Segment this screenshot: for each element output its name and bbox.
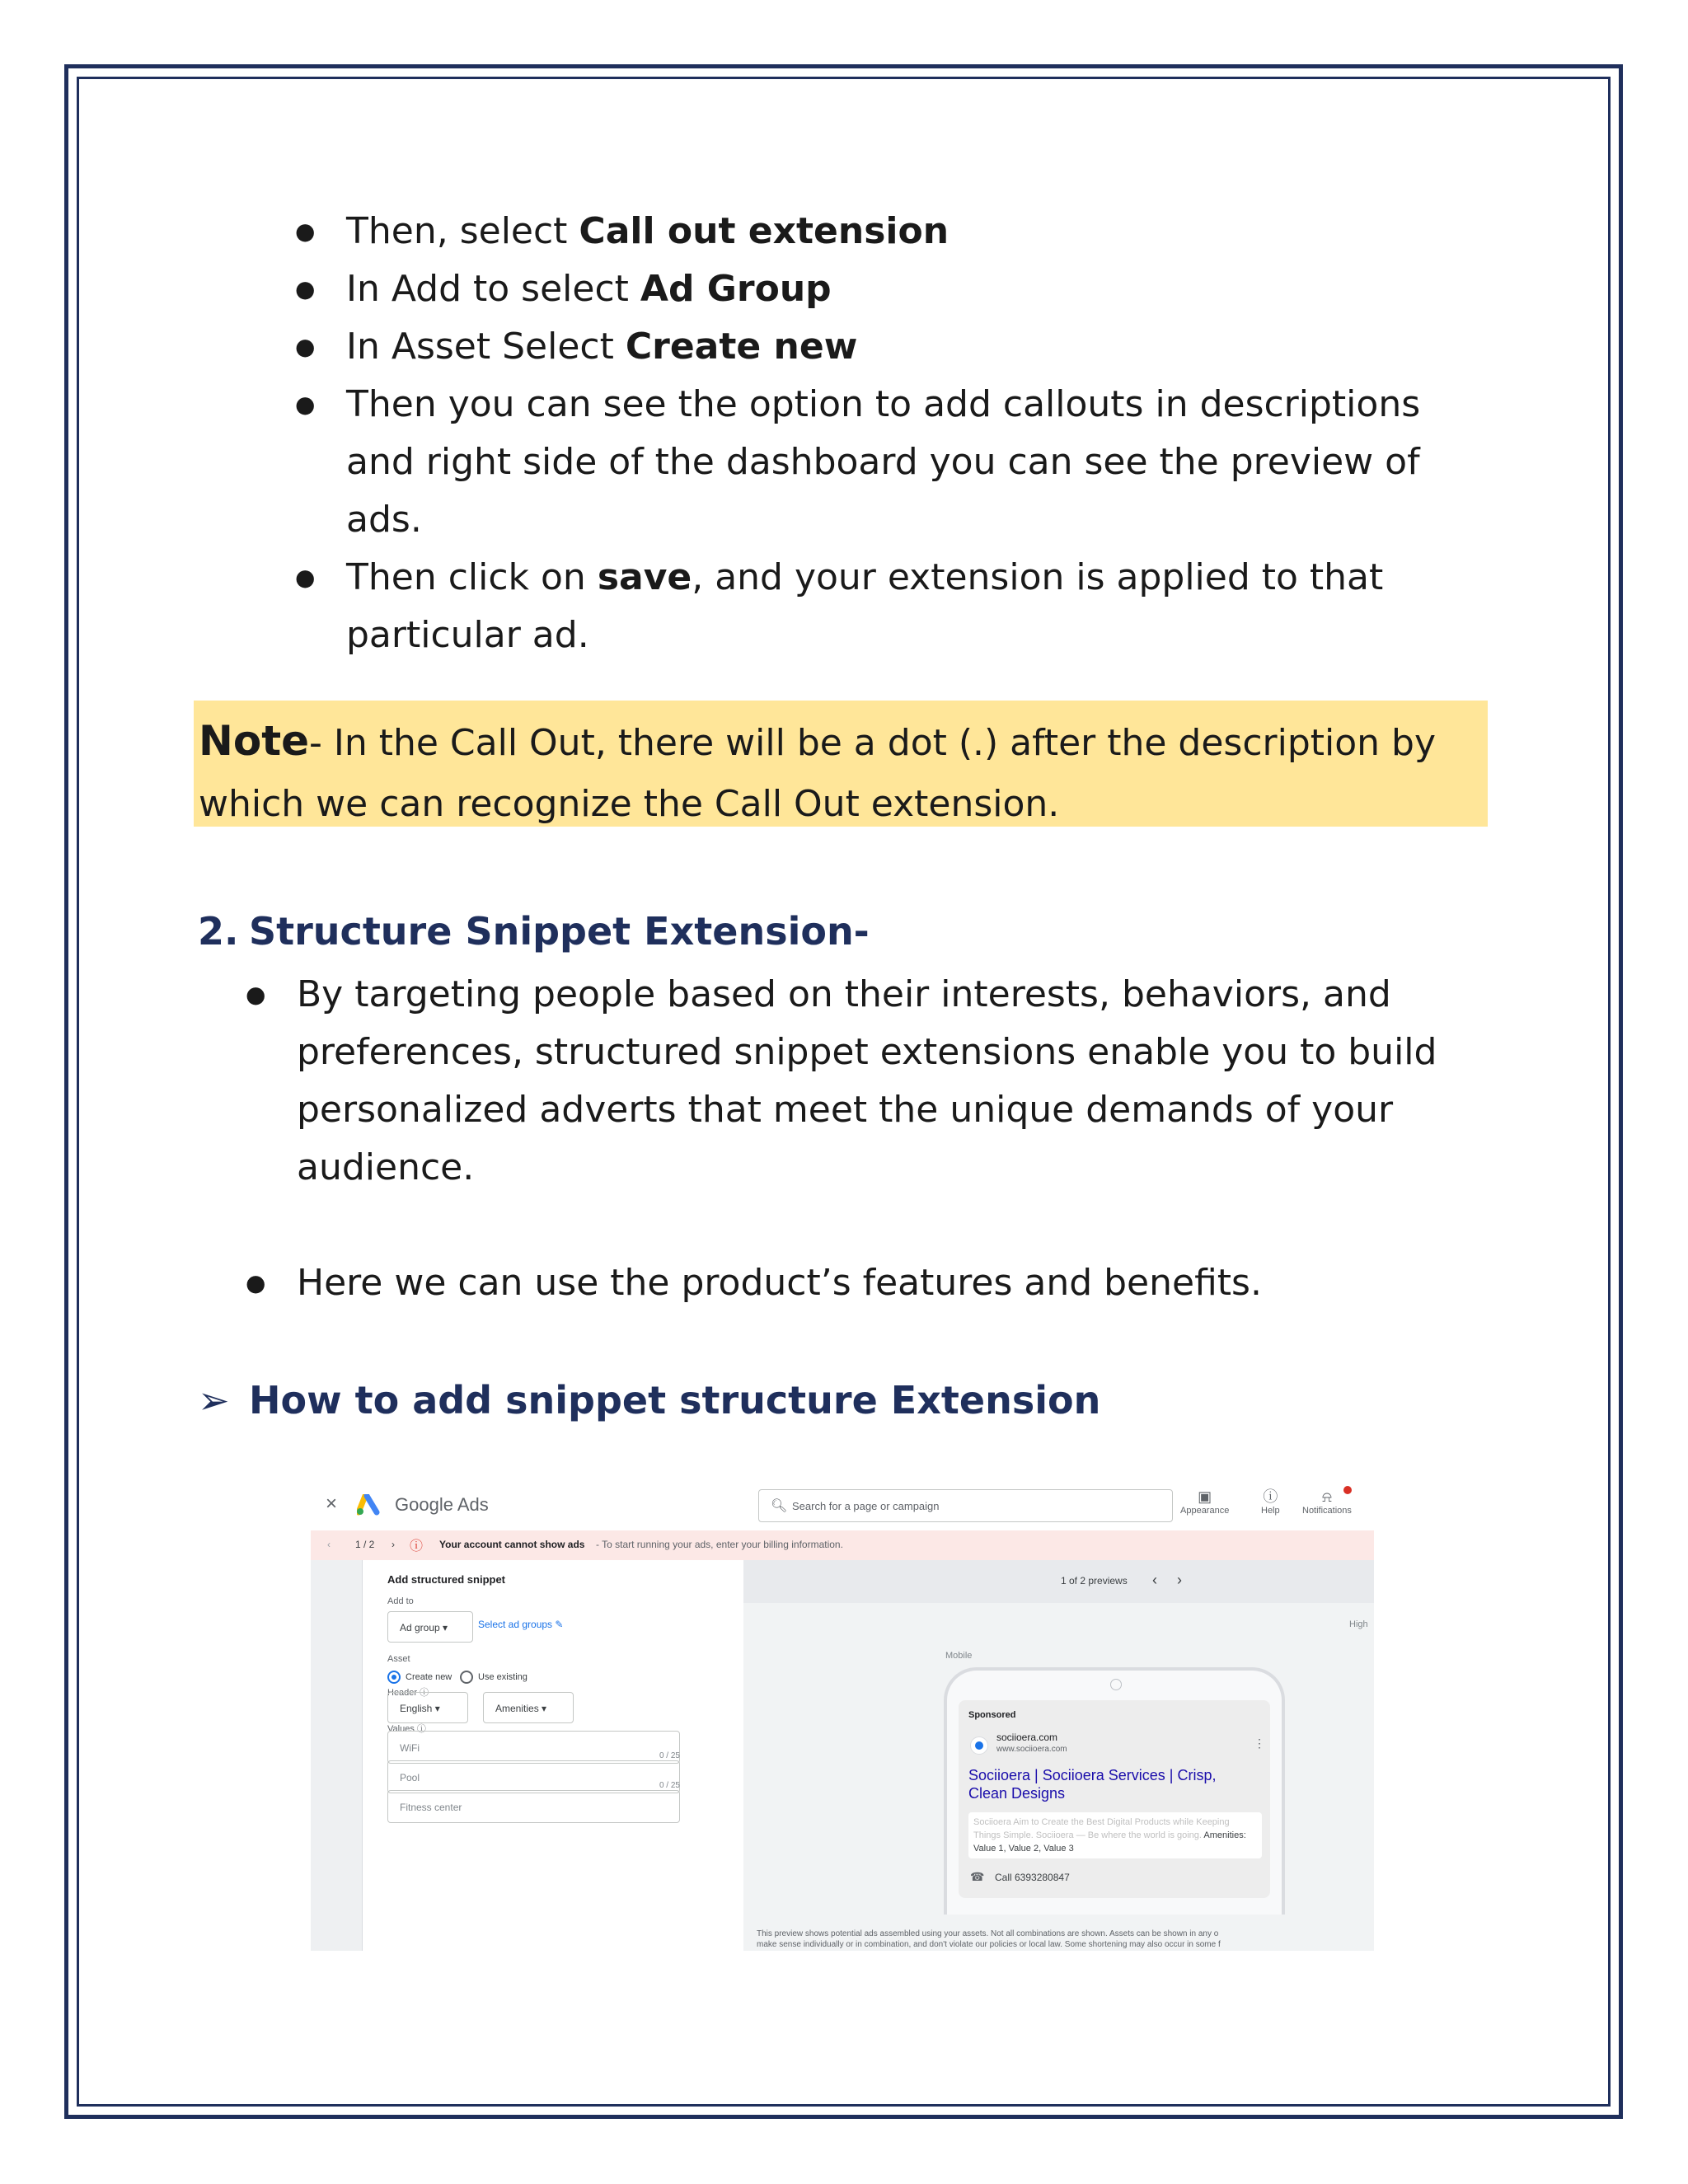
sponsored-label: Sponsored bbox=[968, 1710, 1016, 1720]
item-bold: Ad Group bbox=[640, 268, 832, 310]
value-input-3[interactable]: Fitness center bbox=[387, 1790, 680, 1823]
list-item bbox=[295, 260, 1498, 318]
language-dropdown[interactable]: English ▾ bbox=[387, 1692, 468, 1723]
header-dropdown[interactable]: Amenities ▾ bbox=[483, 1692, 574, 1723]
search-icon: 🔍︎ bbox=[771, 1499, 788, 1513]
alert-title: Your account cannot show ads bbox=[439, 1539, 585, 1550]
item-text: In Add to select bbox=[346, 268, 640, 310]
howto-title: How to add snippet structure Extension bbox=[249, 1378, 1101, 1422]
mobile-phone-frame bbox=[944, 1667, 1285, 1915]
list-item: ● By targeting people based on their interests, behaviors, and preferences, structured snippet extensions enable you to build personalized adverts that meet the unique demands of your audience. bbox=[246, 966, 1498, 1197]
item-text: In Asset Select bbox=[346, 326, 626, 368]
search-placeholder: Search for a page or campaign bbox=[792, 1500, 940, 1512]
create-new-radio[interactable] bbox=[387, 1671, 401, 1684]
warning-icon: ⓘ bbox=[410, 1540, 424, 1554]
item-text: Then click on bbox=[346, 556, 598, 598]
ad-headline[interactable]: Sociioera | Sociioera Services | Crisp, Clean Designs bbox=[968, 1767, 1217, 1802]
item-text: Then you can see the option to add callouts in descriptions and right side of the dashboard you can see the preview of ads. bbox=[346, 383, 1421, 541]
char-count: 0 / 25 bbox=[659, 1751, 680, 1760]
preview-header bbox=[743, 1560, 1374, 1603]
link-label: Select ad groups bbox=[478, 1619, 553, 1630]
section-number: 2. bbox=[198, 909, 239, 954]
tool-label: Appearance bbox=[1180, 1506, 1230, 1516]
value-input-2[interactable]: Pool bbox=[387, 1760, 680, 1793]
preview-disclaimer bbox=[757, 1929, 1374, 1950]
ad-call: Call 6393280847 bbox=[995, 1872, 1070, 1883]
arrow-bullet-icon: ➢ bbox=[198, 1378, 230, 1422]
alert-pager: 1 / 2 bbox=[355, 1539, 375, 1550]
create-new-label: Create new bbox=[406, 1672, 452, 1682]
header-label: Header ⓘ bbox=[387, 1688, 429, 1698]
dropdown-value: Amenities bbox=[495, 1703, 539, 1714]
camera-icon bbox=[1110, 1679, 1122, 1690]
notification-badge bbox=[1343, 1486, 1352, 1494]
mobile-label: Mobile bbox=[945, 1651, 973, 1661]
note-text: - In the Call Out, there will be a dot (.) after the description by which we can recognize the Call Out extension. bbox=[199, 722, 1437, 825]
search-input[interactable] bbox=[758, 1489, 1173, 1522]
add-to-dropdown[interactable]: Ad group ▾ bbox=[387, 1611, 473, 1643]
asset-label: Asset bbox=[387, 1654, 410, 1664]
ad-amenities: Amenities: Value 1, Value 2, Value 3 bbox=[973, 1830, 1246, 1854]
list-item bbox=[295, 318, 1498, 376]
chevron-left-icon[interactable]: ‹ bbox=[327, 1539, 331, 1550]
close-icon[interactable]: × bbox=[326, 1493, 338, 1515]
value-input-1[interactable]: WiFi bbox=[387, 1731, 680, 1764]
high-label: High bbox=[1349, 1619, 1368, 1629]
item-text-suffix: , and your extension is applied to that particular ad. bbox=[346, 556, 1384, 656]
preview-pane bbox=[743, 1560, 1374, 1951]
ad-description bbox=[968, 1812, 1262, 1858]
tool-label: Notifications bbox=[1302, 1506, 1352, 1516]
dropdown-value: Ad group bbox=[400, 1622, 440, 1633]
chevron-left-icon[interactable]: ‹ bbox=[1152, 1572, 1157, 1588]
google-ads-logo-icon bbox=[357, 1494, 382, 1516]
list-item bbox=[295, 203, 1498, 260]
billing-alert-bar bbox=[311, 1530, 1374, 1560]
help-icon: ⓘ bbox=[1263, 1488, 1278, 1505]
ad-desc-text: Sociioera Aim to Create the Best Digital Products while Keeping Things Simple. Sociioera — Be where the world is going. bbox=[973, 1817, 1230, 1840]
values-label: Values ⓘ bbox=[387, 1724, 426, 1734]
top-bar bbox=[311, 1479, 1374, 1530]
item-bold: Create new bbox=[625, 326, 858, 368]
section-title: Structure Snippet Extension- bbox=[249, 909, 870, 954]
use-existing-radio[interactable] bbox=[460, 1671, 473, 1684]
list-item: ● Here we can use the product’s features and benefits. bbox=[246, 1254, 1498, 1312]
pencil-icon: ✎ bbox=[555, 1619, 564, 1630]
disclaimer-line-2: make sense individually or in combination, and don't violate our policies or local law. Some shortening may also occur in some f bbox=[757, 1940, 1221, 1949]
note-key: Note bbox=[199, 717, 310, 765]
section-bullet-list bbox=[246, 966, 1498, 1312]
notifications-button[interactable] bbox=[1302, 1488, 1352, 1516]
howto-heading bbox=[198, 1378, 1100, 1422]
list-item bbox=[295, 549, 1498, 664]
phone-icon: ☎ bbox=[970, 1870, 985, 1883]
char-count: 0 / 25 bbox=[659, 1781, 680, 1790]
add-to-label: Add to bbox=[387, 1596, 414, 1606]
ad-url: www.sociioera.com bbox=[996, 1745, 1067, 1754]
item-bold: save bbox=[597, 556, 692, 598]
tool-label: Help bbox=[1261, 1506, 1280, 1516]
chevron-right-icon[interactable]: › bbox=[392, 1539, 395, 1550]
disclaimer-line-1: This preview shows potential ads assembled using your assets. Not all combinations are shown. Assets can be shown in any o bbox=[757, 1929, 1219, 1938]
appearance-icon: ▣ bbox=[1198, 1488, 1212, 1505]
note-box bbox=[194, 701, 1488, 827]
ad-preview-card bbox=[959, 1700, 1270, 1898]
ad-site-name: sociioera.com bbox=[996, 1732, 1058, 1743]
preview-pager: 1 of 2 previews bbox=[1061, 1575, 1128, 1586]
favicon-icon bbox=[970, 1736, 988, 1755]
structured-snippet-form bbox=[362, 1560, 744, 1951]
help-button[interactable] bbox=[1261, 1488, 1280, 1516]
select-ad-groups-link[interactable] bbox=[478, 1619, 563, 1630]
form-title: Add structured snippet bbox=[387, 1573, 506, 1586]
chevron-right-icon[interactable]: › bbox=[1177, 1572, 1182, 1588]
dropdown-value: English bbox=[400, 1703, 433, 1714]
alert-text: - To start running your ads, enter your billing information. bbox=[596, 1539, 843, 1550]
bell-icon: ⍾ bbox=[1302, 1488, 1352, 1506]
list-item bbox=[295, 376, 1498, 549]
app-title: Google Ads bbox=[395, 1494, 489, 1515]
section-heading bbox=[198, 909, 870, 954]
use-existing-label: Use existing bbox=[478, 1672, 528, 1682]
more-vert-icon[interactable]: ⋮ bbox=[1254, 1736, 1265, 1750]
item-bold: Call out extension bbox=[579, 210, 950, 252]
item-text: Then, select bbox=[346, 210, 579, 252]
google-ads-screenshot bbox=[311, 1479, 1374, 1951]
instruction-list bbox=[295, 203, 1498, 664]
appearance-button[interactable] bbox=[1180, 1488, 1229, 1516]
